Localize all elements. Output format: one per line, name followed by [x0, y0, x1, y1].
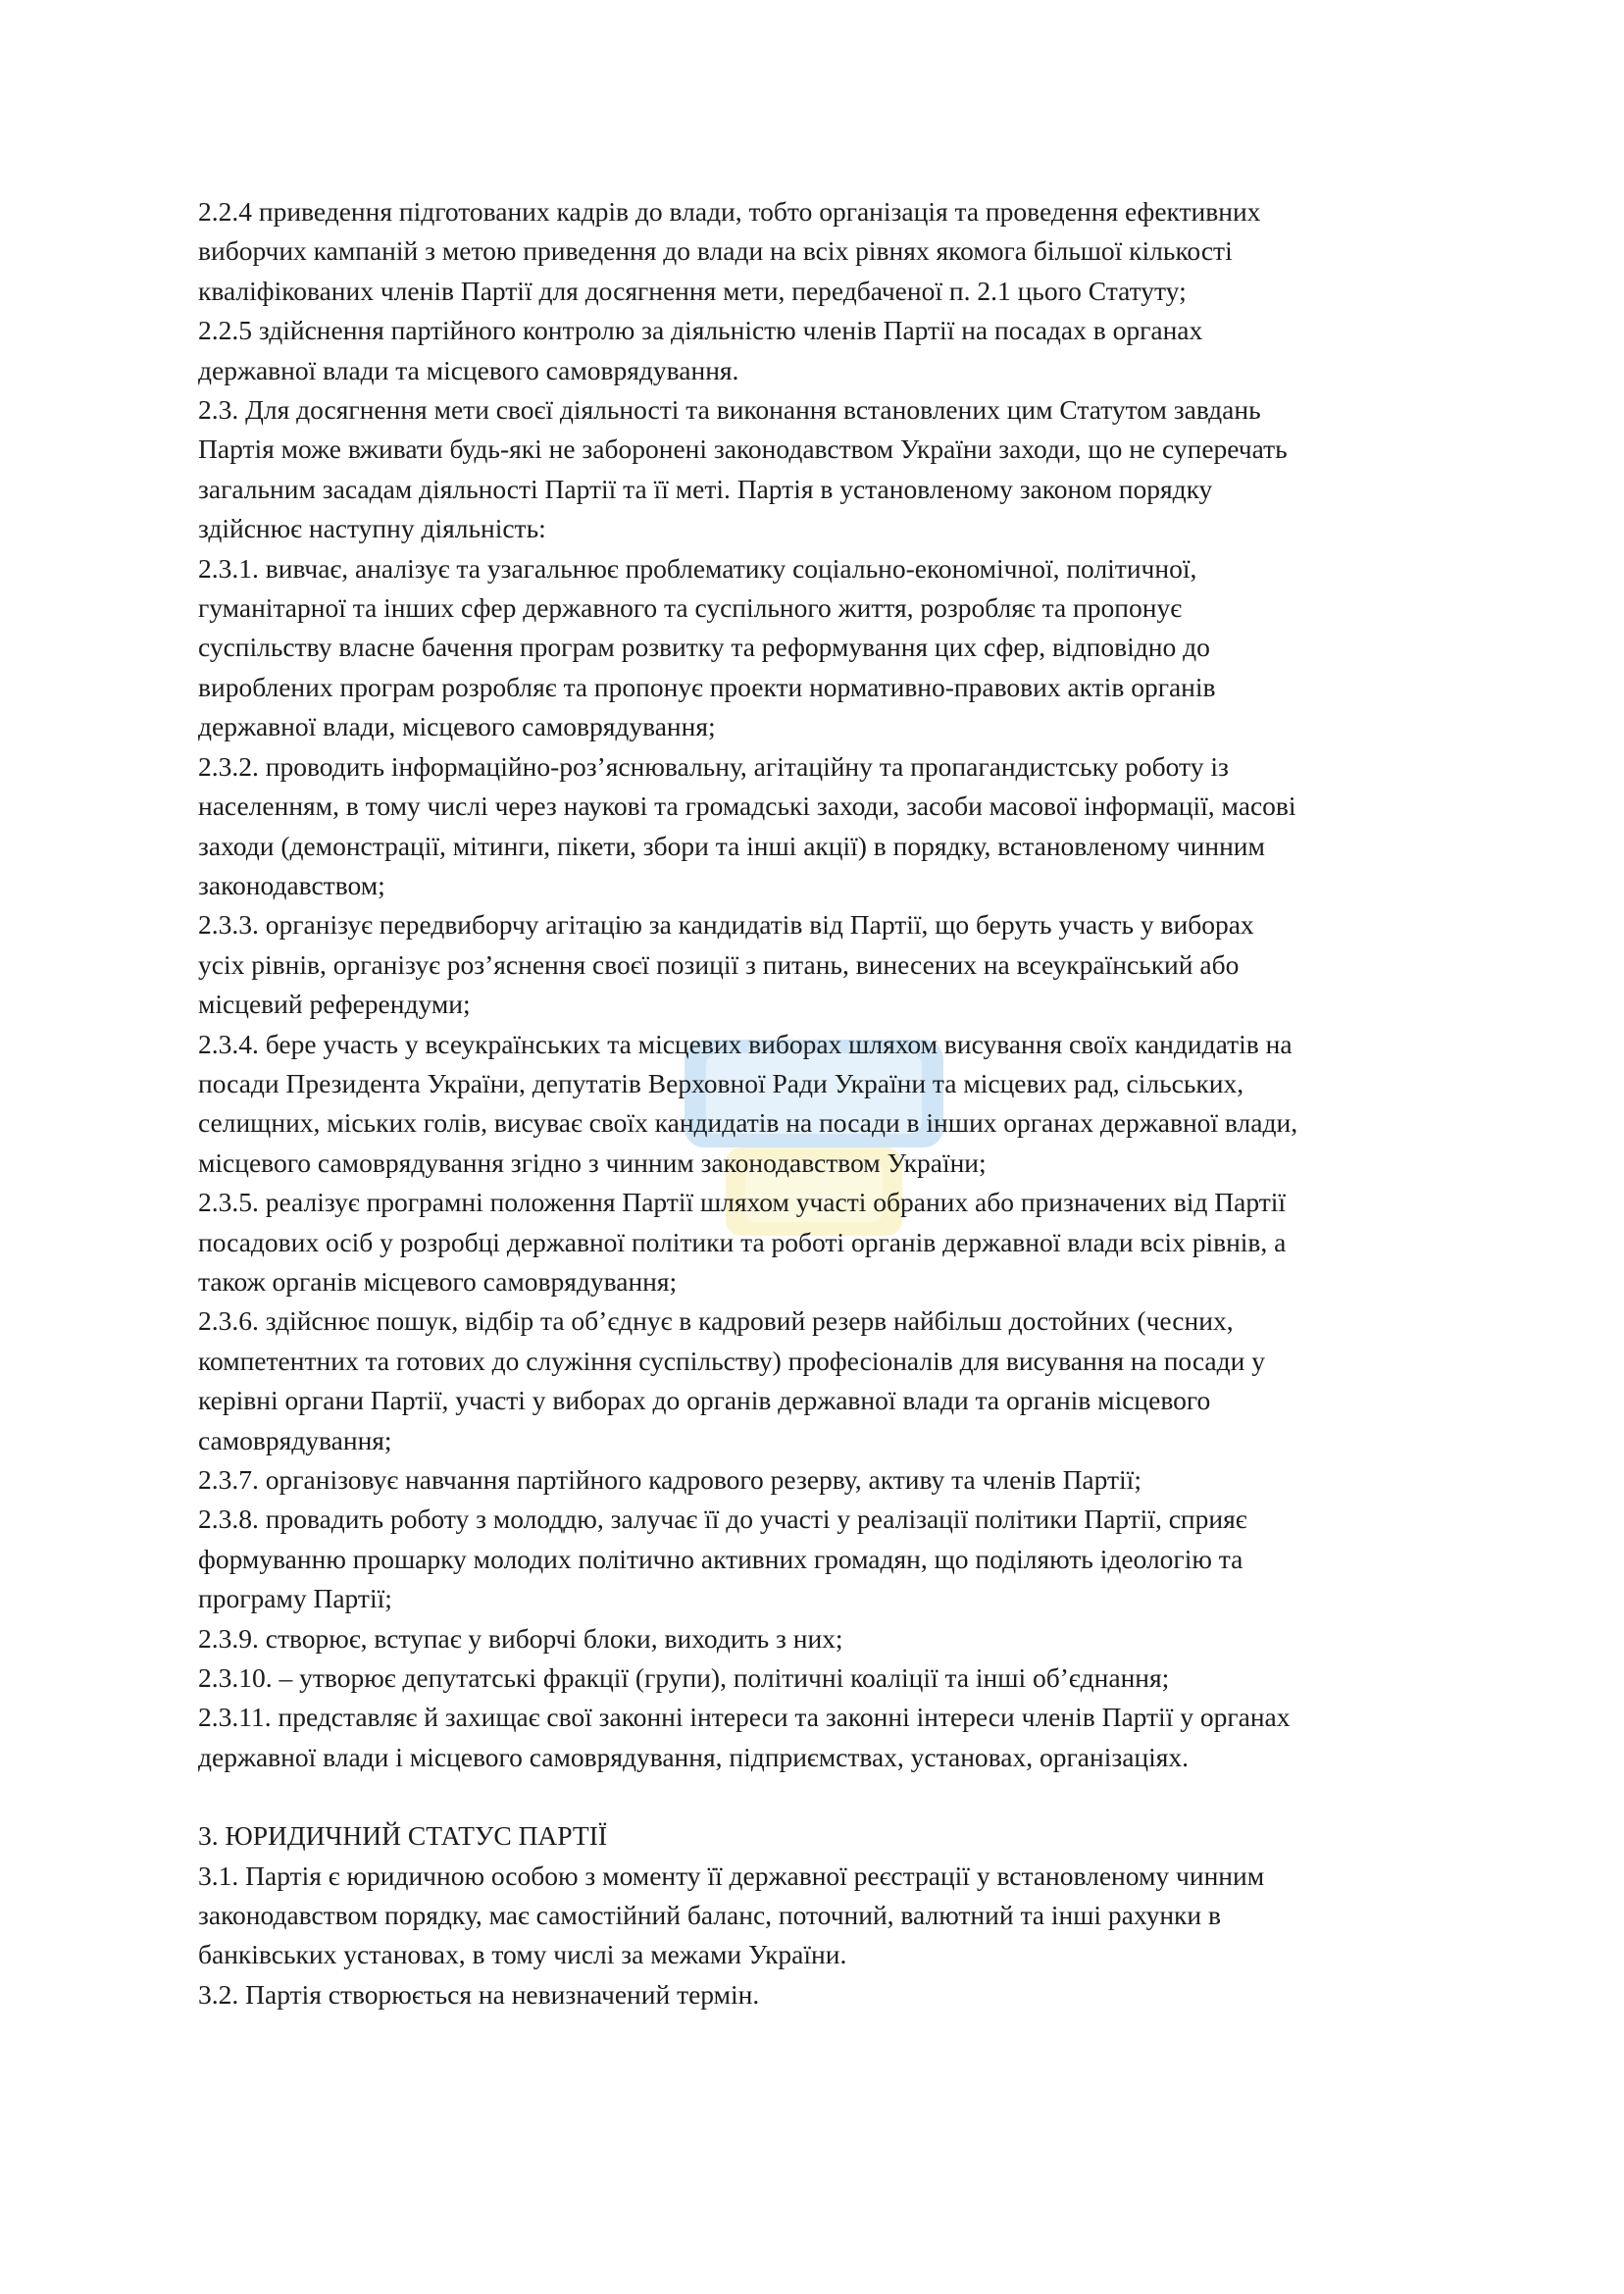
paragraph-2-2-4: 2.2.4 приведення підготованих кадрів до влади, тобто організація та проведення ефективних виборчих кампаній з метою приведення до влади на всіх рівнях якомога більшої кількості кваліфікованих членів Партії для досягнення мети, передбаченої п. 2.1 цього Статуту; [198, 196, 1261, 306]
paragraph-3-2: 3.2. Партія створюється на невизначений термін. [198, 1978, 760, 2010]
paragraph-2-3-9: 2.3.9. створює, вступає у виборчі блоки, виходить з них; [198, 1622, 843, 1654]
paragraph-2-3-5: 2.3.5. реалізує програмні положення Партії шляхом участі обраних або призначених від Партії посадових осіб у розробці державної політики та роботі органів державної влади всіх рівнів, а також органів місцевого самоврядування; [198, 1187, 1287, 1297]
paragraph-2-3-7: 2.3.7. організовує навчання партійного кадрового резерву, активу та членів Партії; [198, 1464, 1142, 1495]
section-spacer [198, 1777, 1436, 1816]
document-body [198, 192, 1436, 2014]
paragraph-2-3-1: 2.3.1. вивчає, аналізує та узагальнює проблематику соціально-економічної, політичної, гуманітарної та інших сфер державного та суспільного життя, розробляє та пропонує суспільству власне бачення програм розвитку та реформування цих сфер, відповідно до вироблених програм розробляє та пропонує проекти нормативно-правових актів органів державної влади, місцевого самоврядування; [198, 552, 1216, 742]
paragraph-2-3-4: 2.3.4. бере участь у всеукраїнських та місцевих виборах шляхом висування своїх кандидатів на посади Президента України, депутатів Верховної Ради України та місцевих рад, сільських, селищних, міських голів, висуває своїх кандидатів на посади в інших органах державної влади, місцевого самоврядування згідно з чинним законодавством України; [198, 1028, 1298, 1178]
paragraph-2-3-6: 2.3.6. здійснює пошук, відбір та об’єднує в кадровий резерв найбільш достойних (чесних, компетентних та готових до служіння суспільству) професіоналів для висування на посади у керівні органи Партії, участі у виборах до органів державної влади та органів місцевого самоврядування; [198, 1305, 1265, 1455]
paragraph-2-3-11: 2.3.11. представляє й захищає свої законні інтереси та законні інтереси членів Партії у органах державної влади і місцевого самоврядування, підприємствах, установах, організаціях. [198, 1702, 1291, 1772]
section-3-heading: 3. ЮРИДИЧНИЙ СТАТУС ПАРТІЇ [198, 1820, 608, 1852]
paragraph-2-3-3: 2.3.3. організує передвиборчу агітацію за кандидатів від Партії, що беруть участь у виборах усіх рівнів, організує роз’яснення своєї позиції з питань, винесених на всеукраїнський або місцевий референдуми; [198, 909, 1254, 1020]
paragraph-3-1: 3.1. Партія є юридичною особою з моменту її державної реєстрації у встановленому чинним законодавством порядку, має самостійний баланс, поточний, валютний та інші рахунки в банківських установах, в тому числі за межами України. [198, 1860, 1265, 1970]
paragraph-2-3: 2.3. Для досягнення мети своєї діяльності та виконання встановлених цим Статутом завдань Партія може вживати будь-які не заборонені законодавством України заходи, що не суперечать загальним засадам діяльності Партії та її меті. Партія в установленому законом порядку здійснює наступну діяльність: [198, 394, 1288, 544]
paragraph-2-2-5: 2.2.5 здійснення партійного контролю за діяльністю членів Партії на посадах в органах державної влади та місцевого самоврядування. [198, 315, 1203, 385]
paragraph-2-3-10: 2.3.10. – утворює депутатські фракції (групи), політичні коаліції та інші об’єднання; [198, 1662, 1170, 1694]
paragraph-2-3-8: 2.3.8. провадить роботу з молоддю, залучає її до участі у реалізації політики Партії, сприяє формуванню прошарку молодих політично активних громадян, що поділяють ідеологію та програму Партії; [198, 1504, 1247, 1614]
paragraph-2-3-2: 2.3.2. проводить інформаційно-роз’яснювальну, агітаційну та пропагандистську роботу із населенням, в тому числі через наукові та громадські заходи, засоби масової інформації, масові заходи (демонстрації, мітинги, пікети, збори та інші акції) в порядку, встановленому чинним законодавством; [198, 750, 1296, 900]
